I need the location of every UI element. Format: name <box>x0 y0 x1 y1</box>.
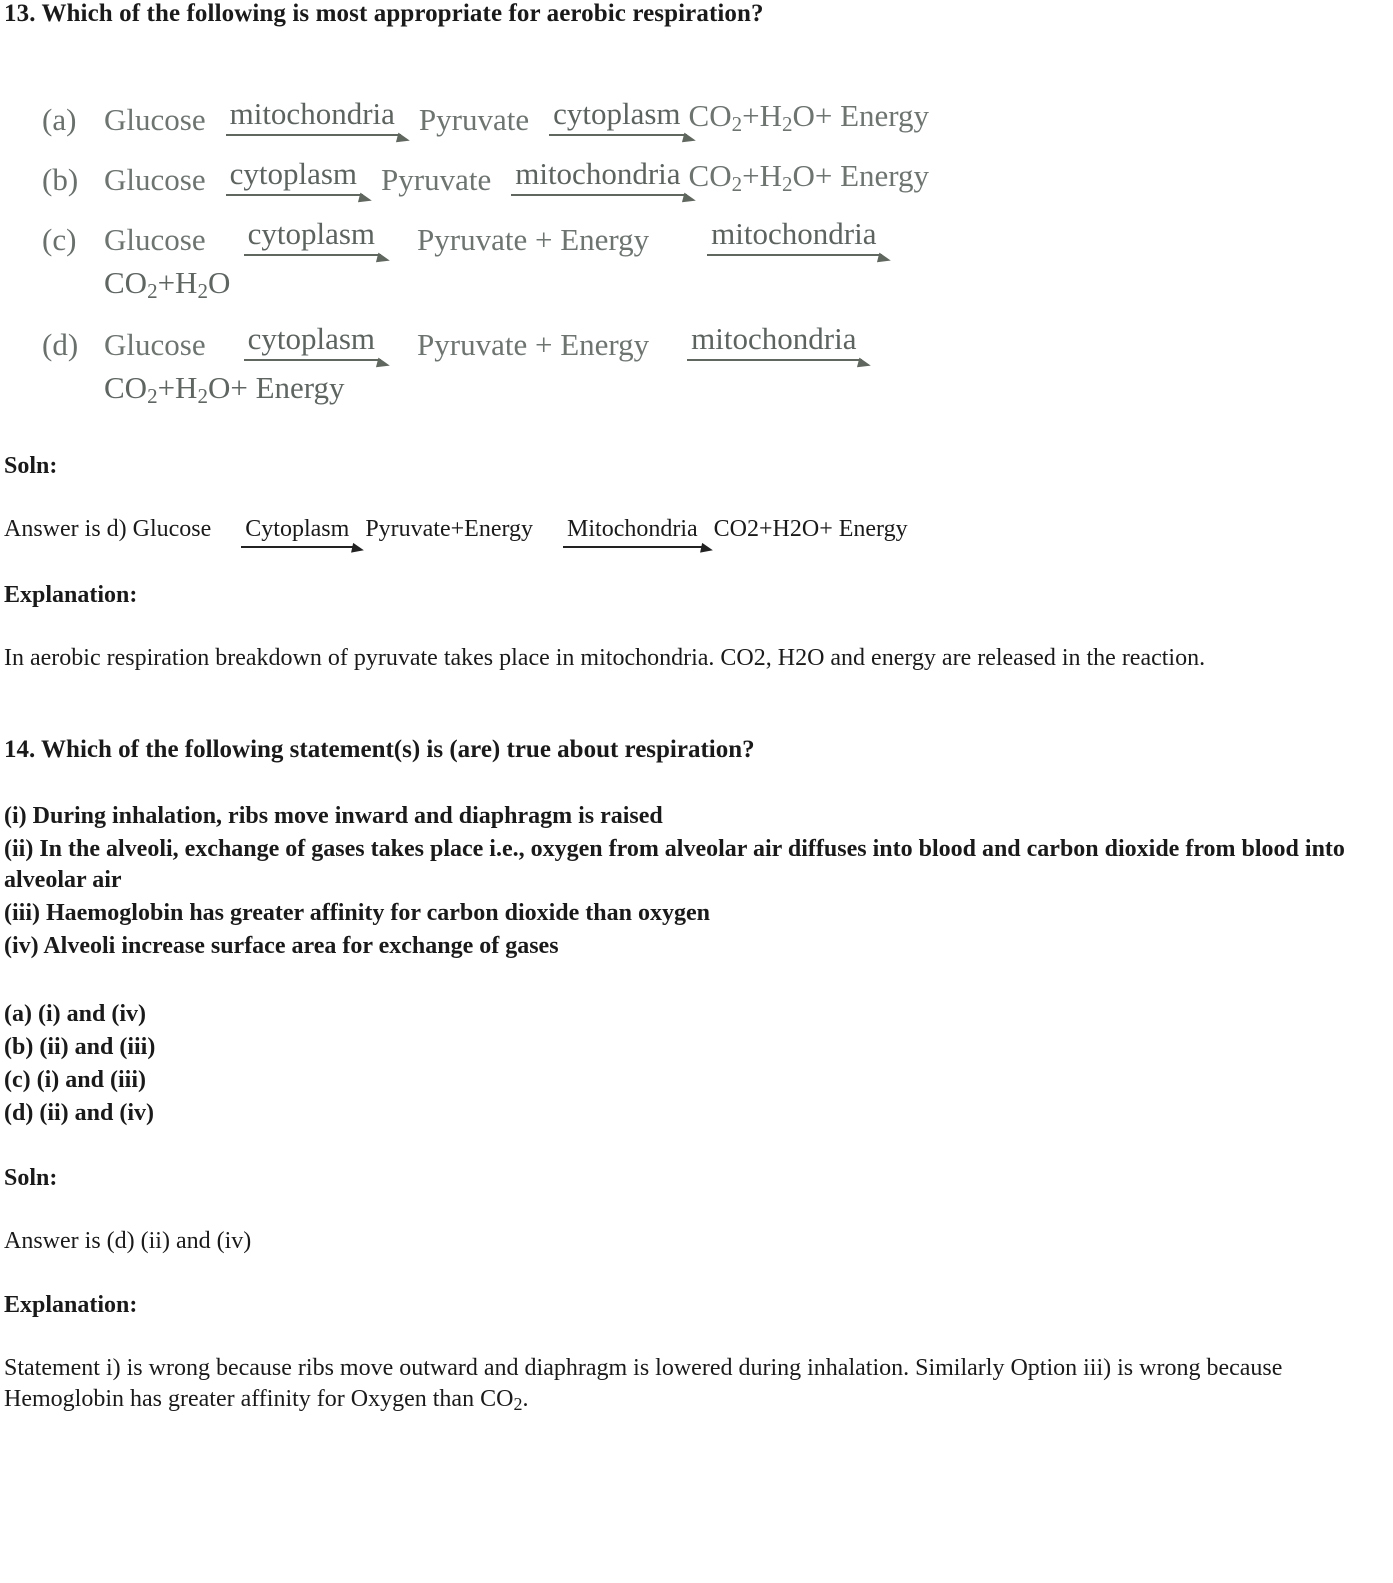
option-c-arrow-2: mitochondria <box>705 218 882 255</box>
option-d-label: (d) <box>42 326 79 362</box>
statement-ii: (ii) In the alveoli, exchange of gases takes place i.e., oxygen from alveolar air diffuses into blood and carbon dioxide from blood into alveolar air <box>4 835 1345 893</box>
explanation-text-13: In aerobic respiration breakdown of pyruvate takes place in mitochondria. CO2, H2O and energy are released in the reaction. <box>4 644 1206 671</box>
option-b-term-2: Pyruvate <box>381 161 492 197</box>
option-c-term-1: Glucose <box>104 221 206 257</box>
arrow-head-icon <box>351 543 365 555</box>
arrow-head-icon <box>358 192 373 205</box>
option-14-b: (b) (ii) and (iii) <box>4 1033 156 1060</box>
answer-prefix-13: Answer is d) Glucose <box>4 515 212 542</box>
arrow-head-icon <box>681 192 696 205</box>
arrow-head-icon <box>877 252 892 265</box>
answer-arrow-mitochondria: Mitochondria <box>563 514 706 548</box>
arrow-head-icon <box>376 357 391 370</box>
option-a-term-1: Glucose <box>104 101 206 137</box>
question-13-heading: 13. Which of the following is most appropriate for aerobic respiration? <box>4 0 764 27</box>
option-d-arrow-2: mitochondria <box>685 323 862 360</box>
option-b-arrow-1: cytoplasm <box>224 158 363 195</box>
question-13-options <box>4 89 1383 407</box>
option-c-term-3: $CO_2+H_2O$ <box>104 264 231 303</box>
option-14-c: (c) (i) and (iii) <box>4 1066 146 1093</box>
option-row-a <box>42 89 1383 135</box>
option-b-arrow-2: mitochondria <box>509 158 686 195</box>
option-b-label: (b) <box>42 161 79 197</box>
option-row-c <box>42 209 1383 255</box>
option-a-term-3: $CO_2+H_2O+$ Energy <box>688 97 930 136</box>
option-a-arrow-2: cytoplasm <box>547 98 686 135</box>
option-c-arrow-1: cytoplasm <box>242 218 381 255</box>
option-b-term-1: Glucose <box>104 161 206 197</box>
explanation-text-14 <box>4 1353 1383 1417</box>
option-c-term-2: Pyruvate + Energy <box>417 221 650 257</box>
soln-label-14: Soln: <box>4 1165 58 1192</box>
option-d-term-1: Glucose <box>104 326 206 362</box>
arrow-head-icon <box>396 132 411 145</box>
statement-i: (i) During inhalation, ribs move inward and diaphragm is raised <box>4 802 663 829</box>
option-c-label: (c) <box>42 221 77 257</box>
statement-iii: (iii) Haemoglobin has greater affinity for carbon dioxide than oxygen <box>4 900 710 927</box>
explanation-label-13: Explanation: <box>4 581 138 608</box>
option-d-term-3: $CO_2+H_2O+$ Energy <box>104 369 345 408</box>
question-14-statements <box>4 801 1383 963</box>
explanation-text-14-part2: . <box>522 1385 529 1412</box>
statement-iv: (iv) Alveoli increase surface area for exchange of gases <box>4 933 559 960</box>
arrow-head-icon <box>700 543 714 555</box>
option-14-a: (a) (i) and (iv) <box>4 1000 146 1027</box>
question-14-heading: 14. Which of the following statement(s) is (are) true about respiration? <box>4 736 755 764</box>
option-a-term-2: Pyruvate <box>418 101 530 137</box>
soln-label-13: Soln: <box>4 452 58 479</box>
answer-line-14: Answer is (d) (ii) and (iv) <box>4 1228 252 1255</box>
explanation-text-14-part1: Statement i) is wrong because ribs move outward and diaphragm is lowered during inhalation. Similarly Option iii) is wrong because Hemoglobin has greater affinity for Oxygen than CO <box>4 1354 1283 1412</box>
option-d-arrow-1: cytoplasm <box>242 323 381 360</box>
arrow-head-icon <box>376 252 391 265</box>
explanation-label-14: Explanation: <box>4 1291 138 1318</box>
answer-line-13 <box>4 514 1383 548</box>
arrow-head-icon <box>681 132 696 145</box>
option-a-label: (a) <box>42 101 77 137</box>
option-14-d: (d) (ii) and (iv) <box>4 1100 154 1127</box>
option-row-b <box>42 149 1383 195</box>
option-a-arrow-1: mitochondria <box>224 98 401 135</box>
question-14-options <box>4 999 1383 1130</box>
option-b-term-3: $CO_2+H_2O+$ Energy <box>688 157 930 196</box>
answer-mid-13: Pyruvate+Energy <box>365 515 534 542</box>
option-d-term-2: Pyruvate + Energy <box>417 326 650 362</box>
answer-end-13: CO2+H2O+ Energy <box>713 515 908 542</box>
arrow-head-icon <box>857 357 872 370</box>
explanation-text-14-sub: 2 <box>513 1393 523 1414</box>
option-row-d <box>42 314 1383 360</box>
answer-arrow-cytoplasm: Cytoplasm <box>241 514 357 548</box>
